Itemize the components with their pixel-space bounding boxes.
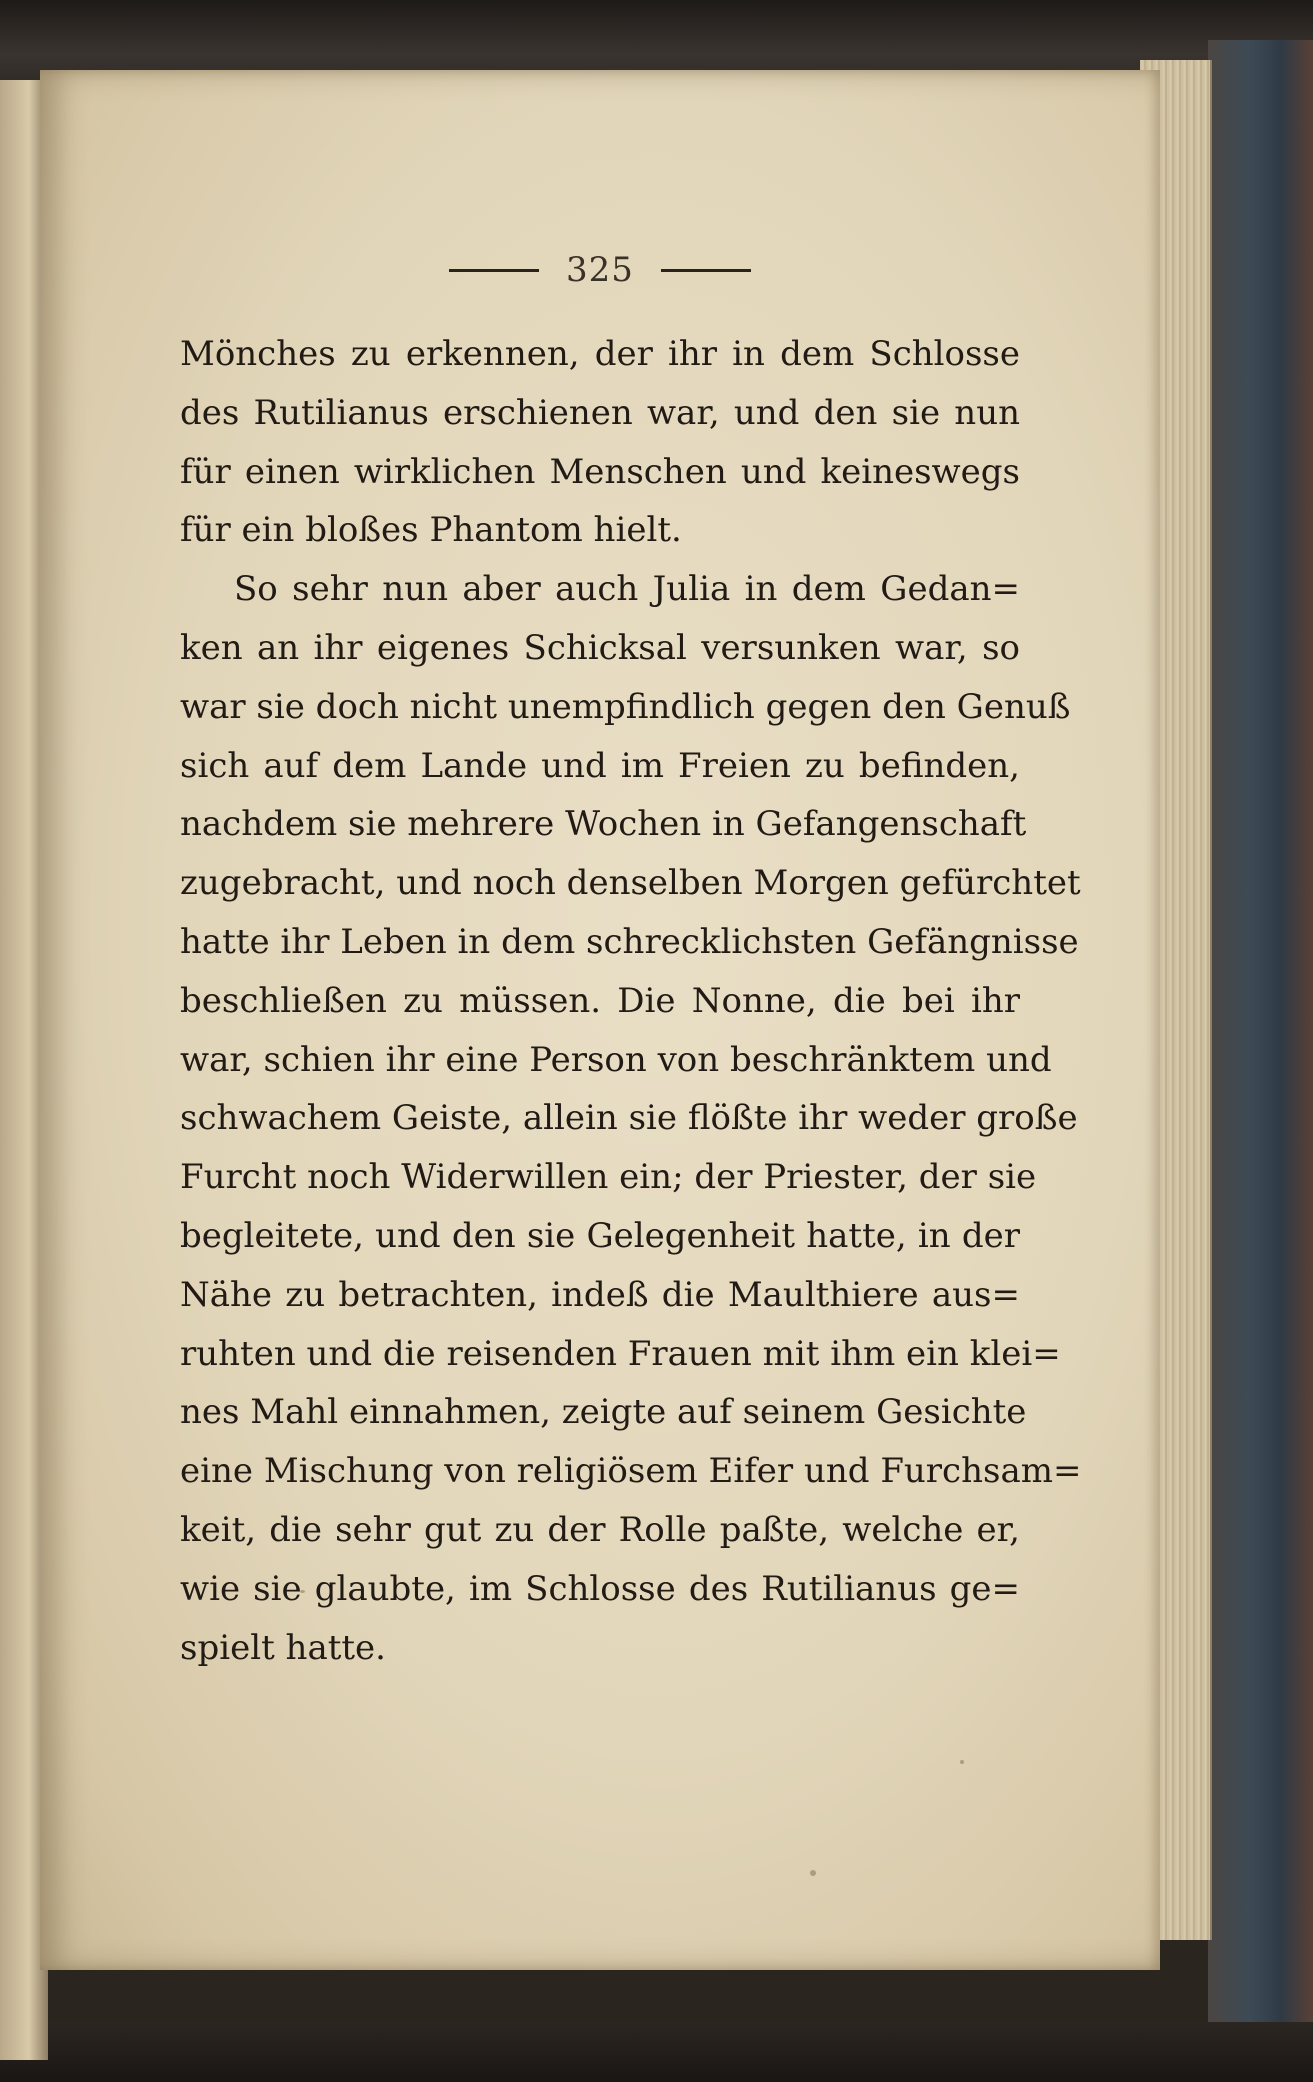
text-line: war, schien ihr eine Person von beschränktem und xyxy=(180,1039,1052,1080)
text-line: spielt hatte. xyxy=(180,1627,386,1668)
body-text xyxy=(180,325,1082,1677)
text-line: zugebracht, und noch denselben Morgen gefürchtet xyxy=(180,863,1081,904)
page-number: 325 xyxy=(566,250,634,290)
book-page xyxy=(40,70,1160,1970)
text-line: des Rutilianus erschienen war, und den sie nun xyxy=(180,392,1020,433)
text-line: Furcht noch Widerwillen ein; der Priester, der sie xyxy=(180,1157,1037,1198)
text-line: für einen wirklichen Menschen und keineswegs xyxy=(180,451,1020,492)
text-line: eine Mischung von religiösem Eifer und Furchsam= xyxy=(180,1451,1082,1492)
text-line: Mönches zu erkennen, der ihr in dem Schlosse xyxy=(180,334,1020,374)
text-line: Nähe zu betrachten, indeß die Maulthiere aus= xyxy=(180,1274,1020,1315)
paper-speck xyxy=(300,1590,305,1593)
text-line: schwachem Geiste, allein sie flößte ihr weder große xyxy=(180,1098,1078,1139)
paper-speck xyxy=(810,1870,816,1876)
text-line: nes Mahl einnahmen, zeigte auf seinem Gesichte xyxy=(180,1392,1027,1433)
text-line: für ein bloßes Phantom hielt. xyxy=(180,510,682,551)
header-rule-right xyxy=(661,269,751,272)
text-line: ruhten und die reisenden Frauen mit ihm ein klei= xyxy=(180,1333,1061,1374)
text-line: wie sie glaubte, im Schlosse des Rutilianus ge= xyxy=(180,1568,1020,1609)
book-cover-right xyxy=(1208,40,1313,2040)
text-line: ken an ihr eigenes Schicksal versunken war, so xyxy=(180,627,1020,668)
text-line: keit, die sehr gut zu der Rolle paßte, welche er, xyxy=(180,1509,1020,1550)
header-rule-left xyxy=(449,269,539,272)
text-line: sich auf dem Lande und im Freien zu befinden, xyxy=(180,745,1020,786)
text-line: So sehr nun aber auch Julia in dem Gedan= xyxy=(234,569,1020,610)
text-line: war sie doch nicht unempfindlich gegen den Genuß xyxy=(180,686,1071,727)
page-header xyxy=(40,250,1160,320)
text-line: begleitete, und den sie Gelegenheit hatte, in der xyxy=(180,1215,1020,1256)
book-cover-bottom xyxy=(0,2022,1313,2082)
paper-speck xyxy=(960,1760,964,1764)
text-line: beschließen zu müssen. Die Nonne, die bei ihr xyxy=(180,980,1020,1021)
text-line: nachdem sie mehrere Wochen in Gefangenschaft xyxy=(180,804,1027,845)
text-line: hatte ihr Leben in dem schrecklichsten Gefängnisse xyxy=(180,921,1079,962)
